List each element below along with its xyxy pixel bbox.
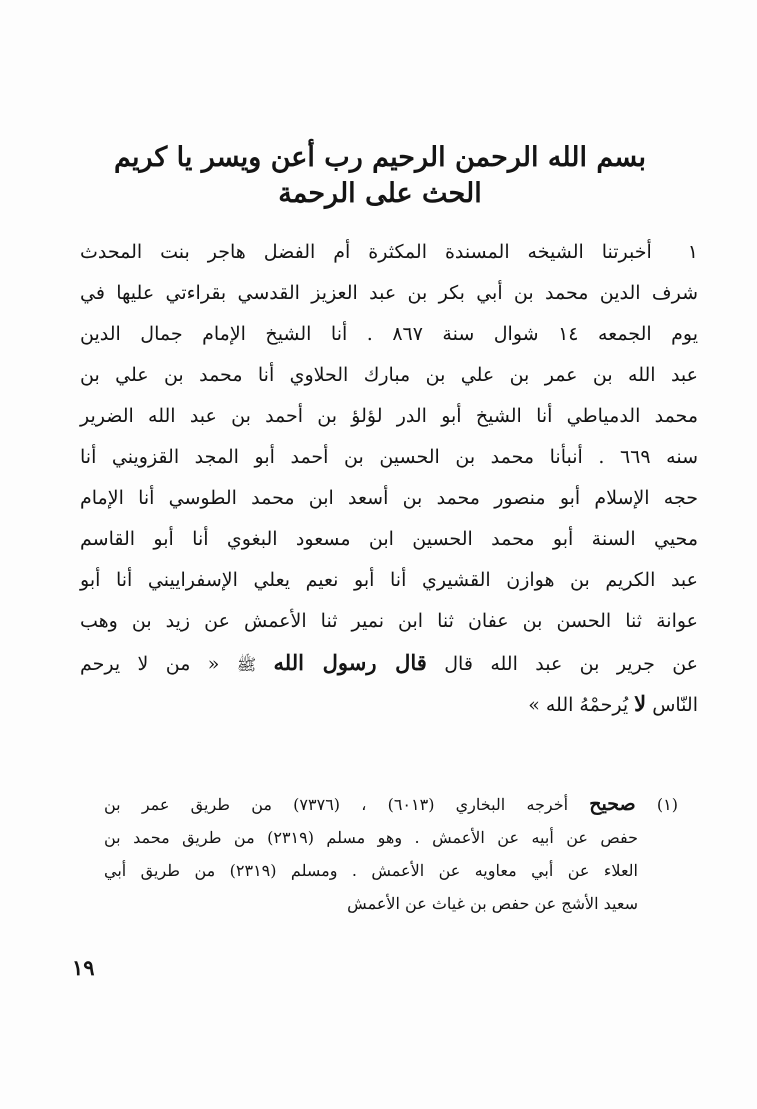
hadith-line: عوانة ثنا الحسن بن عفان ثنا ابن نمير ثنا الأعمش عن زيد بن وهب bbox=[80, 610, 698, 632]
hadith-line: عن جرير بن عبد الله قال قال رسول الله ﷺ « من لا يرحم bbox=[80, 650, 699, 675]
hadith-line: عبد الكريم بن هوازن القشيري أنا أبو نعيم يعلي الإسفراييني أنا أبو bbox=[80, 569, 698, 591]
hadith-line: يوم الجمعه ١٤ شوال سنة ٨٦٧ . أنا الشيخ الإمام جمال الدين bbox=[80, 323, 698, 345]
footnote-number: (١) bbox=[656, 795, 678, 814]
paragraph-number: ١ bbox=[687, 241, 698, 263]
footnote-line: سعيد الأشج عن حفص بن غياث عن الأعمش bbox=[347, 894, 638, 913]
hadith-line: شرف الدين محمد بن أبي بكر بن عبد العزيز القدسي بقراءتي عليها في bbox=[80, 282, 698, 304]
hadith-grade: صحيح bbox=[589, 793, 636, 815]
hadith-line: محمد الدمياطي أنا الشيخ أبو الدر لؤلؤ بن أحمد بن عبد الله الضرير bbox=[80, 405, 698, 427]
hadith-line: عبد الله بن عمر بن علي بن مبارك الحلاوي أنا محمد بن علي بن bbox=[80, 364, 698, 386]
chapter-title: الحث على الرحمة bbox=[278, 178, 482, 209]
hadith-line: حجه الإسلام أبو منصور محمد بن أسعد ابن محمد الطوسي أنا الإمام bbox=[80, 487, 698, 509]
footnote-line: حفص عن أبيه عن الأعمش . وهو مسلم (٢٣١٩) من طريق محمد بن bbox=[104, 828, 638, 847]
prophet-mention: قال رسول الله bbox=[273, 650, 427, 675]
hadith-line: محيي السنة أبو محمد الحسين ابن مسعود البغوي أنا أبو القاسم bbox=[80, 528, 698, 550]
hadith-line: النّاس لا يُرحمْهُ الله » bbox=[528, 691, 698, 716]
hadith-text bbox=[80, 232, 698, 724]
footnote bbox=[104, 788, 678, 920]
footnote-line: العلاء عن أبي معاويه عن الأعمش . ومسلم (٢٣١٩) من طريق أبي bbox=[104, 861, 639, 880]
hadith-line: ١أخبرتنا الشيخه المسندة المكثرة أم الفضل هاجر بنت المحدث bbox=[80, 232, 698, 273]
page-number: ١٩ bbox=[72, 955, 95, 980]
honorific-glyph: ﷺ bbox=[236, 655, 257, 674]
hadith-line: سنه ٦٦٩ . أنبأنا محمد بن الحسين بن أحمد أبو المجد القزويني أنا bbox=[80, 446, 698, 468]
footnote-line: (١) صحيح أخرجه البخاري (٦٠١٣) ، (٧٣٧٦) من طريق عمر بن bbox=[104, 793, 678, 815]
basmala-heading: بسم الله الرحمن الرحيم رب أعن ويسر يا كريم bbox=[114, 142, 646, 173]
